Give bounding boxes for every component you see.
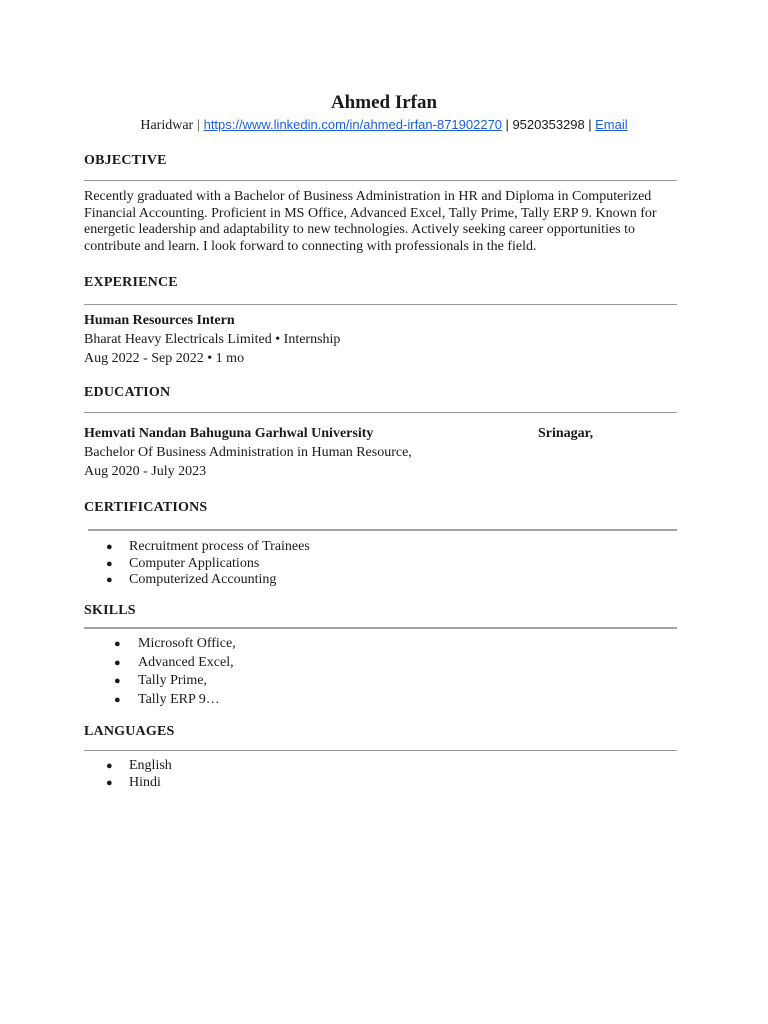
bullet: ● (106, 541, 113, 553)
section-divider (84, 627, 677, 629)
degree: Bachelor Of Business Administration in Human Resource, (84, 445, 412, 460)
section-divider (84, 412, 677, 413)
languages-heading: LANGUAGES (84, 724, 175, 739)
section-divider (84, 304, 677, 305)
bullet: ● (114, 694, 121, 707)
school-name: Hemvati Nandan Bahuguna Garhwal University (84, 426, 374, 441)
certifications-heading: CERTIFICATIONS (84, 500, 208, 515)
education-heading: EDUCATION (84, 385, 171, 400)
linkedin-link[interactable]: https://www.linkedin.com/in/ahmed-irfan-871902270 (203, 117, 503, 132)
bullet: ● (106, 776, 113, 789)
education-dates: Aug 2020 - July 2023 (84, 464, 207, 479)
separator: | (505, 117, 509, 132)
candidate-name: Ahmed Irfan (330, 92, 438, 113)
job-title: Human Resources Intern (84, 313, 235, 328)
bullet: ● (106, 557, 113, 570)
objective-text: Recently graduated with a Bachelor of Business Administration in HR and Diploma in Computerized Financial Accounting. Proficient in MS Office, Advanced Excel, Tally Prime, Tally ERP 9. Known for energetic leadership and adaptability to new technologies. Actively seeking career opportunities to contribute and learn. I look forward to connecting with professionals in the field. (84, 189, 657, 254)
bullet: ● (114, 638, 121, 650)
bullet: ● (114, 656, 121, 669)
separator: | (196, 117, 201, 132)
section-divider (88, 529, 677, 531)
email-link[interactable]: Email (595, 117, 628, 132)
location: Haridwar (140, 118, 194, 133)
job-company: Bharat Heavy Electricals Limited • Internship (84, 332, 341, 347)
bullet: ● (106, 574, 113, 586)
bullet: ● (114, 675, 121, 688)
experience-heading: EXPERIENCE (84, 275, 178, 290)
school-location: Srinagar, (538, 426, 594, 441)
section-divider (84, 750, 677, 751)
objective-heading: OBJECTIVE (84, 153, 167, 168)
separator: | (588, 117, 592, 132)
phone-number: 9520353298 (512, 117, 585, 132)
contact-line (0, 117, 768, 134)
skills-heading: SKILLS (84, 603, 136, 618)
job-dates: Aug 2022 - Sep 2022 • 1 mo (84, 351, 245, 366)
section-divider (84, 180, 677, 181)
bullet: ● (106, 760, 113, 772)
